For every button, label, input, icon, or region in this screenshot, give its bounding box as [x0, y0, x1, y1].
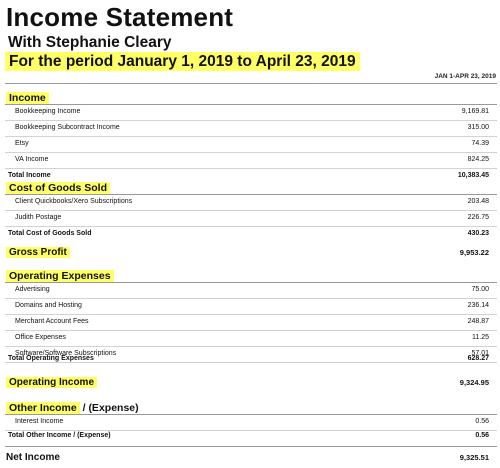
section-heading-income — [6, 91, 49, 105]
report-subtitle: With Stephanie Cleary — [8, 34, 172, 51]
total-row — [5, 428, 497, 444]
row-label: Domains and Hosting — [15, 302, 82, 309]
row-value: 0.56 — [475, 418, 489, 425]
total-label: Total Cost of Goods Sold — [8, 230, 92, 237]
total-value: 628.27 — [467, 355, 489, 362]
row-value: 226.75 — [467, 214, 489, 221]
report-title: Income Statement — [6, 2, 234, 32]
net-income-row — [5, 449, 497, 467]
table-row — [5, 120, 497, 137]
row-label: Bookkeeping Subcontract Income — [15, 124, 120, 131]
total-value: 430.23 — [467, 230, 489, 237]
gross-profit-value: 9,953.22 — [459, 248, 489, 257]
net-income-rule — [5, 446, 497, 447]
row-label: Merchant Account Fees — [15, 318, 89, 325]
other-income-heading-label: Other Income — [6, 402, 80, 414]
row-value: 75.00 — [471, 286, 489, 293]
table-row — [5, 314, 497, 331]
row-value: 824.25 — [467, 156, 489, 163]
report-period: For the period January 1, 2019 to April 23, 2019 — [5, 52, 360, 71]
row-value: 248.87 — [467, 318, 489, 325]
operating-expenses-heading-label: Operating Expenses — [6, 270, 114, 282]
table-row — [5, 136, 497, 153]
table-row — [5, 298, 497, 315]
row-value: 11.25 — [472, 334, 489, 341]
table-row — [5, 194, 497, 211]
other-income-heading-suffix: / (Expense) — [79, 402, 139, 414]
row-value: 9,169.81 — [461, 108, 489, 115]
row-label: Etsy — [15, 140, 29, 147]
total-row — [5, 351, 497, 367]
header-rule — [5, 83, 497, 84]
table-row — [5, 104, 497, 121]
row-label: VA Income — [15, 156, 49, 163]
net-income-label: Net Income — [6, 452, 60, 463]
row-value: 57.01 — [471, 350, 489, 357]
section-heading-operating-expenses — [6, 269, 114, 283]
total-value: 0.56 — [475, 432, 489, 439]
table-row — [5, 152, 497, 169]
row-label: Software/Software Subscriptions — [15, 350, 117, 357]
total-label: Total Income — [8, 172, 51, 179]
row-value: 203.48 — [467, 198, 489, 205]
row-label: Office Expenses — [15, 334, 66, 341]
row-label: Interest Income — [15, 418, 64, 425]
row-label: Bookkeeping Income — [15, 108, 81, 115]
net-income-value: 9,325.51 — [459, 453, 489, 462]
operating-income-label: Operating Income — [6, 377, 97, 388]
total-row — [5, 226, 497, 242]
table-row — [5, 330, 497, 347]
row-value: 236.14 — [467, 302, 489, 309]
section-heading-other-income — [6, 401, 139, 415]
row-label: Judith Postage — [15, 214, 62, 221]
table-row — [5, 210, 497, 227]
gross-profit-row — [5, 244, 497, 262]
cogs-heading-label: Cost of Goods Sold — [6, 182, 110, 194]
total-value: 10,383.45 — [457, 172, 489, 179]
income-heading-label: Income — [6, 92, 49, 104]
row-label: Advertising — [15, 286, 50, 293]
operating-income-row — [5, 374, 497, 392]
row-value: 315.00 — [467, 124, 489, 131]
table-row — [5, 282, 497, 299]
row-value: 74.39 — [471, 140, 489, 147]
total-label: Total Operating Expenses — [8, 355, 94, 362]
operating-income-value: 9,324.95 — [459, 378, 489, 387]
gross-profit-label: Gross Profit — [6, 247, 70, 258]
column-header: JAN 1-APR 23, 2019 — [434, 73, 496, 80]
total-label: Total Other Income / (Expense) — [8, 432, 111, 439]
row-label: Client Quickbooks/Xero Subscriptions — [15, 198, 133, 205]
section-heading-cogs — [6, 181, 110, 195]
